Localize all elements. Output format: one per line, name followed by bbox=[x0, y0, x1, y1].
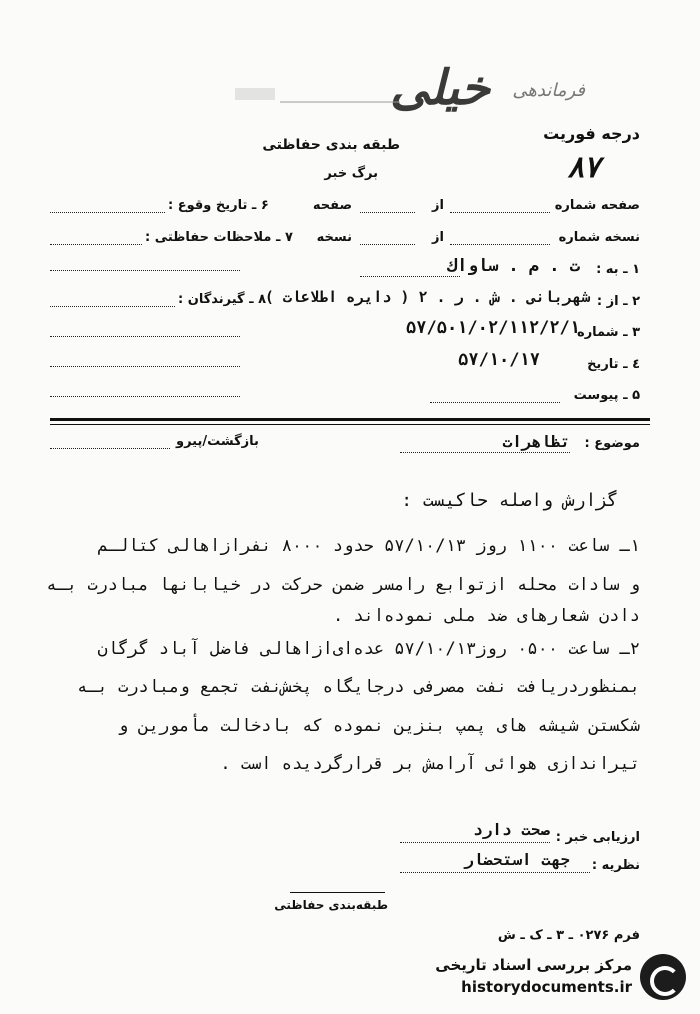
footer-classification-rule bbox=[290, 892, 385, 893]
classification-label: طبقه بندی حفاظتی bbox=[262, 137, 400, 153]
body-intro: گزارش واصله حاکیست : bbox=[401, 490, 618, 511]
form-code: فرم ۰۲۷۶ ـ ۳ ـ ک ـ ش bbox=[497, 928, 640, 943]
number-field-label: ۳ ـ شماره bbox=[577, 325, 640, 340]
separator-thick bbox=[50, 418, 650, 421]
copy-from-label: از bbox=[432, 230, 444, 245]
opinion-label: نظریه : bbox=[591, 858, 640, 873]
copy-number-label: نسخه شماره bbox=[558, 230, 640, 245]
attachment-field-label: ۵ ـ پیوست bbox=[573, 388, 640, 403]
date-field-value: ۵۷/۱۰/۱۷ bbox=[458, 350, 540, 370]
security-notes-label: ۷ ـ ملاحظات حفاظتی : bbox=[145, 230, 293, 245]
watermark-org-name: مرکز بررسی اسناد تاریخی bbox=[435, 956, 632, 974]
to-field-value: ت . م . ساواك bbox=[446, 256, 580, 276]
recipients-label: ۸ ـ گیرندگان : bbox=[178, 292, 267, 307]
faded-stamp-marks-left bbox=[235, 88, 275, 100]
to-field-label: ۱ ـ به : bbox=[596, 262, 640, 277]
separator-thin bbox=[50, 424, 650, 425]
urgency-label: درجه فوریت bbox=[543, 124, 640, 143]
footer-classification-label: طبقه‌بندی حفاظتی bbox=[274, 898, 388, 912]
date-field-label: ٤ ـ تاریخ bbox=[587, 357, 640, 372]
copy-label: نسخه bbox=[316, 230, 352, 245]
watermark-site: historydocuments.ir bbox=[461, 978, 632, 996]
evaluation-value: صحت دارد bbox=[472, 820, 550, 839]
faded-header-text: فرماندهی bbox=[512, 80, 585, 101]
followup-label: بازگشت/پیرو bbox=[176, 434, 259, 449]
subject-label: موضوع : bbox=[584, 436, 640, 451]
from-field-value: شهربانی . ش . ر . ۲ ( دایره اطلاعات ) bbox=[264, 288, 590, 306]
opinion-value: جهت استحضار bbox=[464, 850, 570, 869]
body-line: و سادات محله ازتوابع رامسر ضمن حرکت در خیابانها مبادرت بـه bbox=[46, 575, 640, 595]
faded-stamp-marks bbox=[280, 85, 400, 103]
watermark bbox=[370, 952, 690, 1004]
handwritten-number: ۸۷ bbox=[567, 150, 600, 185]
from-field-label: ۲ ـ از : bbox=[596, 294, 640, 309]
body-line: تیراندازی هوائی آرامش بر قرارگردیده است . bbox=[220, 754, 640, 774]
number-field-value: ۵۷/۵۰۱/۰۲/۱۱۲/۲/۱ bbox=[406, 318, 580, 338]
body-line: دادن شعارهای ضد ملی نموده‌اند . bbox=[332, 606, 640, 626]
body-line: شکستن شیشه های پمپ بنزین نموده که بادخالت مأمورین و bbox=[118, 716, 640, 736]
date-of-event-label: ۶ ـ تاریخ وقوع : bbox=[168, 198, 269, 213]
body-line: ۲ـ ساعت ۰۵۰۰ روز۵۷/۱۰/۱۳ عده‌ای‌ازاهالی فاضل آباد گرگان bbox=[97, 639, 640, 659]
body-line: بمنظوردریافت نفت مصرفی درجایگاه پخش‌نفت تجمع ومبادرت بـه bbox=[77, 677, 640, 697]
classification-stamp: خیلی bbox=[389, 60, 490, 116]
page-number-label: صفحه شماره bbox=[554, 198, 640, 213]
subject-value: تظاهرات bbox=[502, 432, 570, 451]
page-label: صفحه bbox=[312, 198, 352, 213]
evaluation-label: ارزیابی خبر : bbox=[555, 830, 640, 845]
watermark-logo-icon bbox=[640, 954, 686, 1000]
page-from-label: از bbox=[432, 198, 444, 213]
form-title: برگ خبر bbox=[324, 166, 378, 181]
body-line: ۱ـ ساعت ۱۱۰۰ روز ۵۷/۱۰/۱۳ حدود ۸۰۰۰ نفرازاهالی کتالـم bbox=[97, 536, 640, 556]
